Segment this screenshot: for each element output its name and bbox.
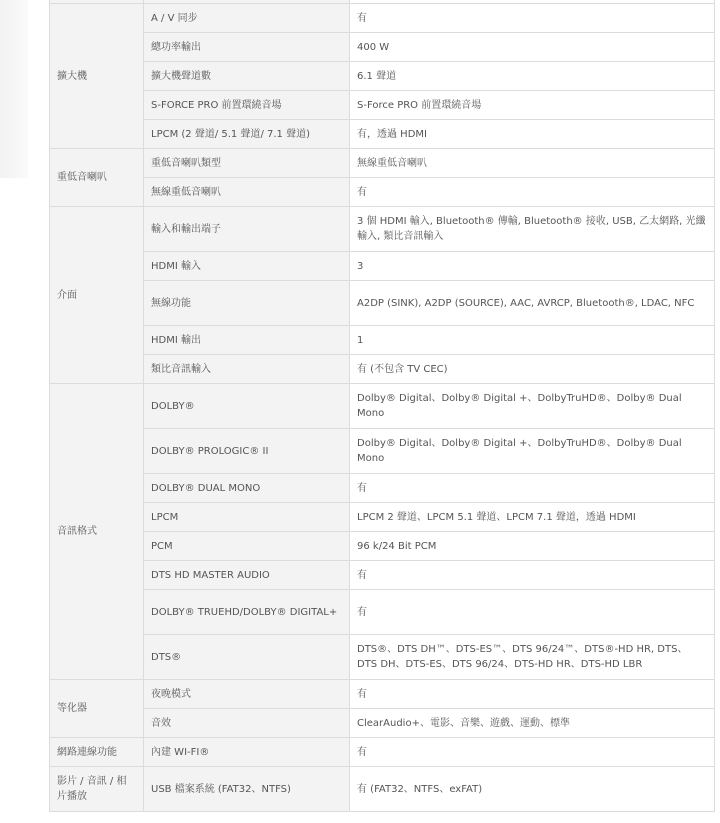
value-cell: 400 W — [350, 33, 715, 62]
feature-cell: 總功率輸出 — [144, 33, 350, 62]
table-row — [50, 767, 715, 812]
value-cell: 有 — [350, 680, 715, 709]
feature-cell: 音效 — [144, 709, 350, 738]
feature-cell: HDMI 輸出 — [144, 326, 350, 355]
value-cell: A2DP (SINK), A2DP (SOURCE), AAC, AVRCP, Bluetooth®, LDAC, NFC — [350, 281, 715, 326]
value-cell: 有 — [350, 178, 715, 207]
value-cell: S-Force PRO 前置環繞音場 — [350, 91, 715, 120]
feature-cell: 內建 WI-FI® — [144, 738, 350, 767]
value-cell: Dolby® Digital、Dolby® Digital +、DolbyTruHD®、Dolby® Dual Mono — [350, 384, 715, 429]
category-cell: 影片 / 音訊 / 相片播放 — [50, 767, 144, 812]
table-row — [50, 149, 715, 178]
feature-cell: LPCM — [144, 503, 350, 532]
table-row — [50, 503, 715, 532]
feature-cell: DTS® — [144, 635, 350, 680]
category-cell: 等化器 — [50, 680, 144, 738]
table-row — [50, 561, 715, 590]
table-row — [50, 474, 715, 503]
table-row — [50, 709, 715, 738]
table-row — [50, 207, 715, 252]
feature-cell: 類比音訊輸入 — [144, 355, 350, 384]
value-cell: 3 個 HDMI 輸入, Bluetooth® 傳輸, Bluetooth® 接收, USB, 乙太網路, 光纖輸入, 類比音訊輸入 — [350, 207, 715, 252]
table-row — [50, 4, 715, 33]
table-row — [50, 680, 715, 709]
table-row — [50, 532, 715, 561]
table-row — [50, 33, 715, 62]
value-cell: LPCM 2 聲道、LPCM 5.1 聲道、LPCM 7.1 聲道，透過 HDMI — [350, 503, 715, 532]
value-cell: 96 k/24 Bit PCM — [350, 532, 715, 561]
feature-cell: 輸入和輸出端子 — [144, 207, 350, 252]
feature-cell: A / V 同步 — [144, 4, 350, 33]
spec-table — [49, 0, 715, 812]
feature-cell: 無線重低音喇叭 — [144, 178, 350, 207]
category-cell: 音訊格式 — [50, 384, 144, 680]
value-cell: ClearAudio+、電影、音樂、遊戲、運動、標準 — [350, 709, 715, 738]
table-row — [50, 384, 715, 429]
feature-cell: DTS HD MASTER AUDIO — [144, 561, 350, 590]
value-cell: 有 — [350, 474, 715, 503]
table-row — [50, 635, 715, 680]
table-row — [50, 590, 715, 635]
feature-cell: DOLBY® PROLOGIC® II — [144, 429, 350, 474]
value-cell: DTS®、DTS DH™、DTS-ES™、DTS 96/24™、DTS®-HD HR, DTS、DTS DH、DTS-ES、DTS 96/24、DTS-HD HR、DTS-HD LBR — [350, 635, 715, 680]
category-cell: 擴大機 — [50, 4, 144, 149]
value-cell: 有 — [350, 4, 715, 33]
table-row — [50, 326, 715, 355]
table-row — [50, 120, 715, 149]
feature-cell: 重低音喇叭類型 — [144, 149, 350, 178]
feature-cell: DOLBY® TRUEHD/DOLBY® DIGITAL+ — [144, 590, 350, 635]
category-cell: 重低音喇叭 — [50, 149, 144, 207]
value-cell: 6.1 聲道 — [350, 62, 715, 91]
category-cell: 網路連線功能 — [50, 738, 144, 767]
table-row — [50, 738, 715, 767]
value-cell: 1 — [350, 326, 715, 355]
value-cell: 無線重低音喇叭 — [350, 149, 715, 178]
value-cell: Dolby® Digital、Dolby® Digital +、DolbyTruHD®、Dolby® Dual Mono — [350, 429, 715, 474]
value-cell: 3 — [350, 252, 715, 281]
category-cell: 介面 — [50, 207, 144, 384]
value-cell: 有 — [350, 738, 715, 767]
feature-cell: PCM — [144, 532, 350, 561]
feature-cell: USB 檔案系統 (FAT32、NTFS) — [144, 767, 350, 812]
feature-cell: DOLBY® DUAL MONO — [144, 474, 350, 503]
page-side-panel — [0, 0, 28, 178]
feature-cell: 無線功能 — [144, 281, 350, 326]
feature-cell: LPCM (2 聲道/ 5.1 聲道/ 7.1 聲道) — [144, 120, 350, 149]
table-row — [50, 429, 715, 474]
value-cell: 有 — [350, 590, 715, 635]
table-row — [50, 62, 715, 91]
table-row — [50, 252, 715, 281]
value-cell: 有 (FAT32、NTFS、exFAT) — [350, 767, 715, 812]
table-row — [50, 355, 715, 384]
feature-cell: DOLBY® — [144, 384, 350, 429]
feature-cell: 夜晚模式 — [144, 680, 350, 709]
value-cell: 有 (不包含 TV CEC) — [350, 355, 715, 384]
table-row — [50, 178, 715, 207]
feature-cell: S-FORCE PRO 前置環繞音場 — [144, 91, 350, 120]
feature-cell: 擴大機聲道數 — [144, 62, 350, 91]
value-cell: 有 — [350, 561, 715, 590]
feature-cell: HDMI 輸入 — [144, 252, 350, 281]
value-cell: 有，透過 HDMI — [350, 120, 715, 149]
table-row — [50, 281, 715, 326]
table-row — [50, 91, 715, 120]
